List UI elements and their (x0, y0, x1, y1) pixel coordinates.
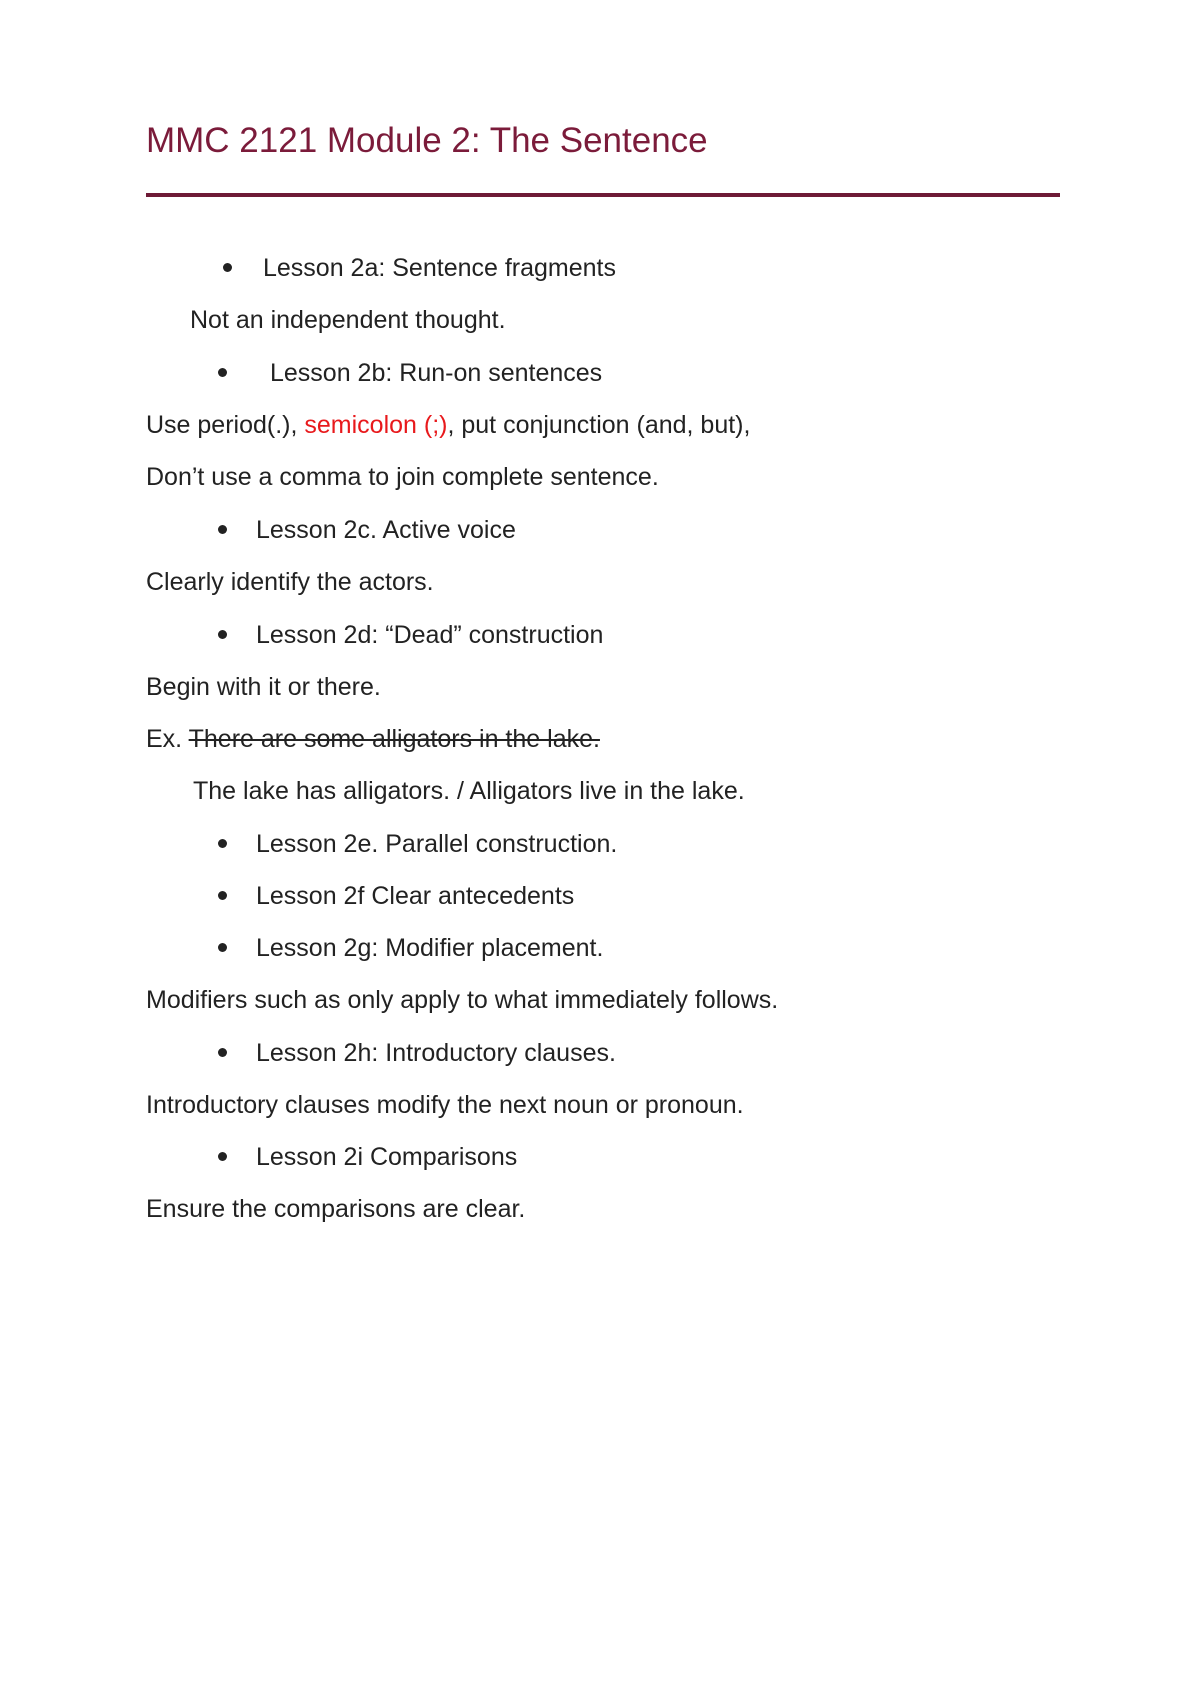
bullet-icon (218, 368, 227, 377)
lesson-2b-note-line2: Don’t use a comma to join complete sentence. (146, 463, 659, 491)
bullet-icon (218, 1152, 227, 1161)
example-prefix: Ex. (146, 725, 189, 753)
lesson-2a-note: Not an independent thought. (190, 306, 506, 334)
lesson-2g-heading: Lesson 2g: Modifier placement. (256, 934, 604, 962)
lesson-2i-heading: Lesson 2i Comparisons (256, 1143, 518, 1171)
title-underline-rule (146, 193, 1060, 197)
bullet-icon (218, 839, 227, 848)
lesson-2h-heading: Lesson 2h: Introductory clauses. (256, 1039, 616, 1067)
bullet-icon (218, 943, 227, 952)
lesson-2d-heading: Lesson 2d: “Dead” construction (256, 621, 604, 649)
example-struck-sentence: There are some alligators in the lake. (188, 725, 600, 753)
example-line (146, 723, 600, 755)
lesson-2b-note-part1: Use period(.), (146, 411, 305, 439)
example-revision: The lake has alligators. / Alligators live in the lake. (193, 777, 745, 805)
bullet-icon (218, 891, 227, 900)
lesson-2f-heading: Lesson 2f Clear antecedents (256, 882, 575, 910)
document-title: MMC 2121 Module 2: The Sentence (146, 121, 708, 160)
bullet-icon (218, 1048, 227, 1057)
bullet-icon (218, 630, 227, 639)
lesson-2c-note: Clearly identify the actors. (146, 568, 434, 596)
lesson-2h-note: Introductory clauses modify the next noun or pronoun. (146, 1091, 744, 1119)
lesson-2a-heading: Lesson 2a: Sentence fragments (263, 254, 617, 282)
lesson-2b-note-part2: , put conjunction (and, but), (447, 411, 751, 439)
lesson-2g-note: Modifiers such as only apply to what immediately follows. (146, 986, 779, 1014)
lesson-2b-heading: Lesson 2b: Run-on sentences (270, 359, 603, 387)
bullet-icon (223, 263, 232, 272)
lesson-2i-note: Ensure the comparisons are clear. (146, 1195, 526, 1223)
bullet-icon (218, 525, 227, 534)
lesson-2e-heading: Lesson 2e. Parallel construction. (256, 830, 618, 858)
lesson-2c-heading: Lesson 2c. Active voice (256, 516, 516, 544)
semicolon-highlight: semicolon (;) (304, 411, 448, 439)
lesson-2b-note (146, 409, 750, 441)
lesson-2d-note: Begin with it or there. (146, 673, 381, 701)
